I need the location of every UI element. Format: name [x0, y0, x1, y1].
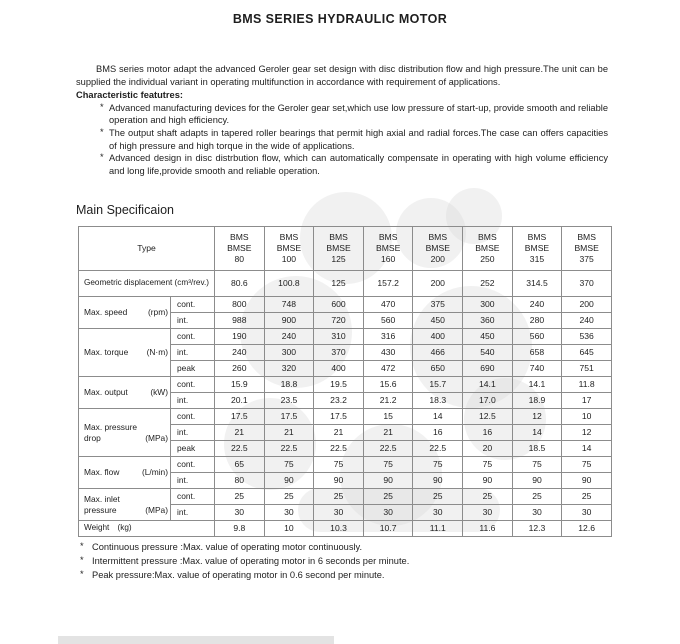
value-cell: 22.5: [314, 441, 364, 457]
value-cell: 650: [413, 361, 463, 377]
value-cell: 18.5: [512, 441, 562, 457]
value-cell: 12: [562, 425, 612, 441]
row-label-cell: [79, 409, 171, 457]
value-cell: 30: [413, 505, 463, 521]
value-cell: 14: [413, 409, 463, 425]
model-header-line: BMSE: [574, 243, 599, 254]
value-cell: 90: [264, 473, 314, 489]
feature-item-text: The output shaft adapts in tapered roller bearings that permit high axial and radial forces.The case can offers capacities of high pressure and high torque in the wide of applications.: [109, 127, 608, 151]
note-item-text: Continuous pressure :Max. value of operating motor continuously.: [92, 542, 363, 552]
value-cell: 252: [463, 271, 513, 297]
value-cell: 600: [314, 297, 364, 313]
table-row: [79, 377, 612, 393]
value-cell: 560: [512, 329, 562, 345]
value-cell: 21.2: [363, 393, 413, 409]
model-header-line: BMSE: [524, 243, 550, 254]
value-cell: 25: [264, 489, 314, 505]
value-cell: 450: [463, 329, 513, 345]
row-label-inner: [84, 347, 168, 358]
value-cell: 280: [512, 313, 562, 329]
sub-label-cell: cont.: [171, 329, 215, 345]
value-cell: 23.2: [314, 393, 364, 409]
value-cell: 472: [363, 361, 413, 377]
value-cell: 240: [562, 313, 612, 329]
value-cell: 19.5: [314, 377, 364, 393]
row-label-text: Max. inlet pressure: [84, 494, 120, 515]
row-label-unit: (rpm): [147, 307, 168, 318]
model-header-line: 80: [234, 253, 245, 264]
value-cell: 17: [562, 393, 612, 409]
value-cell: 22.5: [264, 441, 314, 457]
value-cell: 157.2: [363, 271, 413, 297]
value-cell: 720: [314, 313, 364, 329]
model-header-cell: [215, 227, 265, 271]
value-cell: 90: [562, 473, 612, 489]
value-cell: 30: [215, 505, 265, 521]
model-header-line: BMSE: [425, 243, 450, 254]
intro-section: [76, 63, 608, 177]
note-item: [80, 554, 600, 568]
model-header-cell: [314, 227, 364, 271]
feature-item: [100, 127, 608, 152]
asterisk-marker: *: [80, 541, 84, 551]
row-label-text: Max. speed: [84, 307, 128, 318]
value-cell: 25: [463, 489, 513, 505]
value-cell: 100.8: [264, 271, 314, 297]
sub-label-cell: int.: [171, 345, 215, 361]
value-cell: 14: [562, 441, 612, 457]
row-label-inner: [84, 387, 168, 398]
model-header-line: 125: [331, 253, 346, 264]
value-cell: 400: [413, 329, 463, 345]
sub-label-cell: cont.: [171, 489, 215, 505]
value-cell: 18.8: [264, 377, 314, 393]
value-cell: 30: [264, 505, 314, 521]
table-header-row: [79, 227, 612, 271]
section-heading: Main Specificaion: [76, 203, 174, 217]
feature-item: [100, 102, 608, 127]
feature-item-text: Advanced manufacturing devices for the Geroler gear set,which use low pressure of start-up, provide smooth and reliable operation and high efficiency.: [109, 102, 608, 126]
features-list: [100, 102, 608, 178]
value-cell: 90: [413, 473, 463, 489]
value-cell: 360: [463, 313, 513, 329]
model-header-cell: [512, 227, 562, 271]
value-cell: 470: [363, 297, 413, 313]
asterisk-marker: *: [100, 126, 104, 137]
value-cell: 17.5: [264, 409, 314, 425]
value-cell: 21: [264, 425, 314, 441]
note-item-text: Intermittent pressure :Max. value of operating motor in 6 seconds per minute.: [92, 556, 410, 567]
row-label-unit: (MPa): [145, 432, 168, 443]
row-label-cell: [79, 489, 171, 521]
value-cell: 30: [314, 505, 364, 521]
feature-item: [100, 152, 608, 177]
value-cell: 22.5: [363, 441, 413, 457]
model-header-line: BMS: [478, 232, 497, 243]
value-cell: 15: [363, 409, 413, 425]
sub-label-cell: int.: [171, 505, 215, 521]
model-header-line: BMSE: [276, 243, 302, 254]
model-header-line: BMS: [428, 232, 448, 243]
value-cell: 75: [463, 457, 513, 473]
intro-paragraph: BMS series motor adapt the advanced Geroler gear set design with disc distribution flow and high pressure.The unit can be supplied the individual variant in operating multifunction in accordance with requirement of applications.: [76, 64, 608, 87]
bottom-watermark-bar: [58, 636, 334, 644]
value-cell: 14.1: [512, 377, 562, 393]
value-cell: 316: [363, 329, 413, 345]
value-cell: 740: [512, 361, 562, 377]
value-cell: 90: [314, 473, 364, 489]
sub-label-cell: int.: [171, 313, 215, 329]
model-header-line: BMS: [577, 232, 596, 243]
value-cell: 22.5: [215, 441, 265, 457]
row-label-unit: (L/min): [141, 467, 168, 478]
value-cell: 75: [264, 457, 314, 473]
value-cell: 10.7: [363, 521, 413, 537]
value-cell: 16: [413, 425, 463, 441]
page-title: BMS SERIES HYDRAULIC MOTOR: [232, 12, 448, 26]
value-cell: 25: [413, 489, 463, 505]
row-label-inner: [84, 307, 168, 318]
value-cell: 310: [314, 329, 364, 345]
value-cell: 90: [463, 473, 513, 489]
table-row: [79, 297, 612, 313]
row-label-unit: (N·m): [146, 347, 168, 358]
value-cell: 536: [562, 329, 612, 345]
value-cell: 20.1: [215, 393, 265, 409]
value-cell: 320: [264, 361, 314, 377]
value-cell: 125: [314, 271, 364, 297]
value-cell: 300: [463, 297, 513, 313]
model-header-line: BMS: [230, 232, 249, 243]
value-cell: 65: [215, 457, 265, 473]
value-cell: 21: [363, 425, 413, 441]
model-header-line: BMS: [329, 232, 348, 243]
row-label-cell: [79, 377, 171, 409]
value-cell: 260: [215, 361, 265, 377]
value-cell: 12.3: [512, 521, 562, 537]
value-cell: 375: [413, 297, 463, 313]
value-cell: 645: [562, 345, 612, 361]
sub-label-cell: int.: [171, 425, 215, 441]
value-cell: 10: [562, 409, 612, 425]
model-header-line: BMSE: [227, 243, 252, 254]
value-cell: 14: [512, 425, 562, 441]
value-cell: 75: [512, 457, 562, 473]
sub-label-cell: int.: [171, 393, 215, 409]
model-header-line: 100: [281, 253, 297, 264]
model-header-line: 315: [529, 253, 545, 264]
value-cell: 30: [512, 505, 562, 521]
value-cell: 20: [463, 441, 513, 457]
value-cell: 21: [215, 425, 265, 441]
sub-label-cell: int.: [171, 473, 215, 489]
value-cell: 200: [413, 271, 463, 297]
value-cell: 15.9: [215, 377, 265, 393]
value-cell: 21: [314, 425, 364, 441]
value-cell: 240: [512, 297, 562, 313]
row-label-text: Max. flow: [84, 467, 120, 478]
corner-type-cell: Type: [79, 227, 215, 271]
features-heading: Characteristic featutres:: [76, 90, 183, 101]
value-cell: 75: [413, 457, 463, 473]
value-cell: 75: [562, 457, 612, 473]
table-row: [79, 271, 612, 297]
row-label-inner: [84, 422, 168, 443]
value-cell: 75: [363, 457, 413, 473]
row-label-inner: [84, 494, 168, 515]
value-cell: 466: [413, 345, 463, 361]
value-cell: 30: [463, 505, 513, 521]
model-header-cell: [363, 227, 413, 271]
value-cell: 300: [264, 345, 314, 361]
sub-label-cell: cont.: [171, 297, 215, 313]
value-cell: 11.1: [413, 521, 463, 537]
value-cell: 16: [463, 425, 513, 441]
value-cell: 12.6: [562, 521, 612, 537]
value-cell: 15.7: [413, 377, 463, 393]
model-header-cell: [413, 227, 463, 271]
model-header-cell: [463, 227, 513, 271]
asterisk-marker: *: [80, 555, 84, 566]
value-cell: 540: [463, 345, 513, 361]
value-cell: 14.1: [463, 377, 513, 393]
table-row: [79, 409, 612, 425]
note-item: [80, 568, 600, 582]
row-label-text: Max. pressure drop: [84, 422, 138, 443]
table-row: [79, 329, 612, 345]
value-cell: 30: [562, 505, 612, 521]
feature-item-text: Advanced design in disc distrbution flow, which can automatically compensate in operating with high volume efficiency and long life,provide smooth and reliable operation.: [109, 153, 608, 176]
value-cell: 25: [314, 489, 364, 505]
model-header-line: BMSE: [326, 243, 351, 254]
value-cell: 314.5: [512, 271, 562, 297]
value-cell: 18.3: [413, 393, 463, 409]
row-label-unit: (kW): [150, 387, 168, 398]
row-label-cell: Geometric displacement (cm³/rev.): [79, 271, 215, 297]
value-cell: 450: [413, 313, 463, 329]
value-cell: 80.6: [215, 271, 265, 297]
model-header-line: BMS: [527, 232, 547, 243]
table-row: [79, 489, 612, 505]
notes-list: [80, 540, 600, 583]
model-header-line: 160: [380, 253, 396, 264]
row-label-cell: [79, 297, 171, 329]
value-cell: 190: [215, 329, 265, 345]
model-header-line: BMSE: [475, 243, 500, 254]
model-header-line: 375: [579, 253, 594, 264]
value-cell: 17.5: [215, 409, 265, 425]
asterisk-marker: *: [100, 101, 104, 112]
model-header-line: 200: [430, 253, 445, 264]
row-label-unit: (MPa): [145, 504, 168, 515]
value-cell: 22.5: [413, 441, 463, 457]
value-cell: 10.3: [314, 521, 364, 537]
value-cell: 370: [562, 271, 612, 297]
sub-label-cell: peak: [171, 361, 215, 377]
value-cell: 80: [215, 473, 265, 489]
row-label-cell: [79, 329, 171, 377]
value-cell: 75: [314, 457, 364, 473]
value-cell: 11.6: [463, 521, 513, 537]
value-cell: 240: [215, 345, 265, 361]
value-cell: 25: [215, 489, 265, 505]
model-header-line: BMS: [378, 232, 398, 243]
row-label-cell: [79, 457, 171, 489]
model-header-line: 250: [480, 253, 495, 264]
row-label-text: Max. output: [84, 387, 128, 398]
value-cell: 240: [264, 329, 314, 345]
value-cell: 400: [314, 361, 364, 377]
value-cell: 11.8: [562, 377, 612, 393]
value-cell: 370: [314, 345, 364, 361]
value-cell: 751: [562, 361, 612, 377]
value-cell: 560: [363, 313, 413, 329]
value-cell: 200: [562, 297, 612, 313]
value-cell: 25: [562, 489, 612, 505]
value-cell: 15.6: [363, 377, 413, 393]
table-row: [79, 457, 612, 473]
sub-label-cell: cont.: [171, 377, 215, 393]
model-header-line: BMSE: [375, 243, 401, 254]
asterisk-marker: *: [80, 569, 84, 580]
sub-label-cell: cont.: [171, 457, 215, 473]
row-label-inner: [84, 467, 168, 478]
value-cell: 10: [264, 521, 314, 537]
asterisk-marker: *: [100, 152, 104, 163]
value-cell: 800: [215, 297, 265, 313]
value-cell: 18.9: [512, 393, 562, 409]
value-cell: 12.5: [463, 409, 513, 425]
value-cell: 690: [463, 361, 513, 377]
value-cell: 900: [264, 313, 314, 329]
value-cell: 9.8: [215, 521, 265, 537]
value-cell: 25: [512, 489, 562, 505]
model-header-cell: [264, 227, 314, 271]
value-cell: 23.5: [264, 393, 314, 409]
value-cell: 17.5: [314, 409, 364, 425]
sub-label-cell: peak: [171, 441, 215, 457]
table-row: [79, 521, 612, 537]
note-item-text: Peak pressure:Max. value of operating motor in 0.6 second per minute.: [92, 570, 385, 581]
value-cell: 17.0: [463, 393, 513, 409]
row-label-text: Max. torque: [84, 347, 129, 358]
value-cell: 988: [215, 313, 265, 329]
note-item: [80, 540, 600, 554]
sub-label-cell: cont.: [171, 409, 215, 425]
spec-table: [78, 226, 612, 537]
value-cell: 748: [264, 297, 314, 313]
value-cell: 90: [512, 473, 562, 489]
value-cell: 90: [363, 473, 413, 489]
row-label-cell: Weight (kg): [79, 521, 215, 537]
value-cell: 25: [363, 489, 413, 505]
model-header-line: BMS: [279, 232, 299, 243]
value-cell: 430: [363, 345, 413, 361]
model-header-cell: [562, 227, 612, 271]
value-cell: 30: [363, 505, 413, 521]
value-cell: 12: [512, 409, 562, 425]
value-cell: 658: [512, 345, 562, 361]
